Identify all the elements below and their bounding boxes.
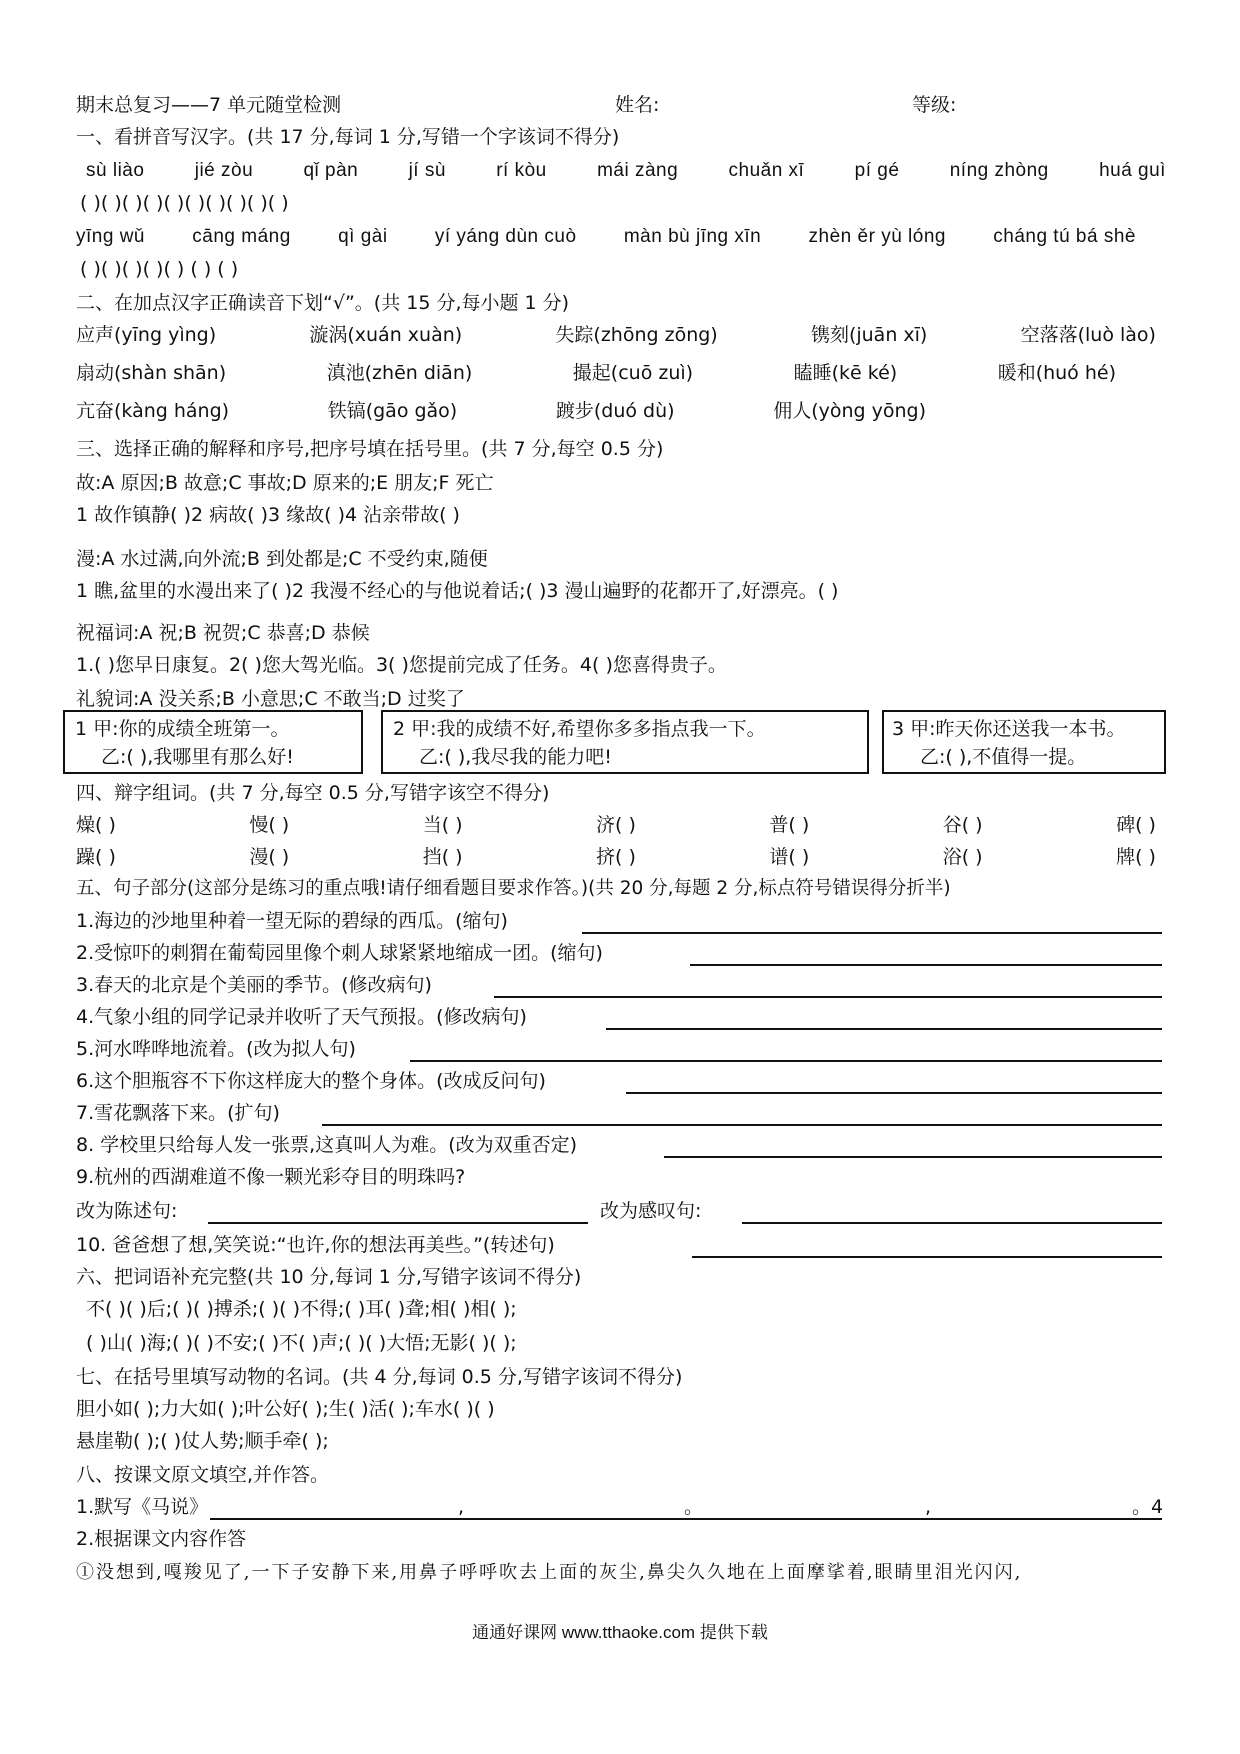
section-4-heading: 四、辩字组词。(共 7 分,每空 0.5 分,写错字该空不得分) bbox=[76, 782, 550, 804]
animal-row-1[interactable]: 胆小如( );力大如( );叶公好( );生( )活( );车水( )( ) bbox=[76, 1398, 495, 1420]
word-item[interactable]: 燥( ) bbox=[76, 814, 116, 836]
word-item[interactable]: 谱( ) bbox=[769, 846, 810, 868]
answer-line-9b[interactable] bbox=[742, 1200, 1162, 1224]
word-item[interactable]: 济( ) bbox=[596, 814, 636, 836]
footer-credit: 通通好课网 www.tthaoke.com 提供下载 bbox=[472, 1623, 768, 1642]
reading-item[interactable]: 瞌睡(kē ké) bbox=[793, 362, 898, 384]
dialog-3-line-b[interactable]: 乙:( ),不值得一提。 bbox=[920, 746, 1087, 768]
section-7-heading: 七、在括号里填写动物的名词。(共 4 分,每词 0.5 分,写错字该词不得分) bbox=[76, 1366, 683, 1388]
word-item[interactable]: 牌( ) bbox=[1116, 846, 1156, 868]
animal-row-2[interactable]: 悬崖勒( );( )仗人势;顺手牵( ); bbox=[76, 1430, 329, 1452]
recite-prompt: 1.默写《马说》 bbox=[76, 1496, 209, 1518]
answer-line-2[interactable] bbox=[690, 942, 1162, 966]
li-definitions: 礼貌词:A 没关系;B 小意思;C 不敢当;D 过奖了 bbox=[76, 688, 465, 710]
zhu-questions[interactable]: 1.( )您早日康复。2( )您大驾光临。3( )您提前完成了任务。4( )您喜得贵子。 bbox=[76, 654, 727, 676]
passage-text: ①没想到,嘎羧见了,一下子安静下来,用鼻子呼呼吹去上面的灰尘,鼻尖久久地在上面摩挲着,眼睛里泪光闪闪, bbox=[76, 1562, 1023, 1583]
grade-label: 等级: bbox=[912, 94, 957, 116]
pinyin-row-2 bbox=[76, 224, 1136, 252]
answer-line-5[interactable] bbox=[410, 1038, 1162, 1062]
answer-line-10[interactable] bbox=[692, 1234, 1162, 1258]
pinyin-item: zhèn ěr yù lóng bbox=[808, 226, 946, 247]
word-item[interactable]: 慢( ) bbox=[249, 814, 290, 836]
pinyin-item: sù liào bbox=[86, 160, 145, 181]
section-5-heading: 五、句子部分(这部分是练习的重点哦!请仔细看题目要求作答。)(共 20 分,每题 2 分,标点符号错误得分折半) bbox=[76, 878, 951, 899]
reading-row-3 bbox=[76, 398, 926, 426]
idiom-row-1[interactable]: 不( )( )后;( )( )搏杀;( )( )不得;( )耳( )聋;相( )相( ); bbox=[86, 1298, 517, 1320]
word-row-1 bbox=[76, 812, 1156, 840]
reading-item[interactable]: 佣人(yòng yōng) bbox=[773, 400, 926, 422]
reading-item[interactable]: 扇动(shàn shān) bbox=[76, 362, 227, 384]
reading-row-2 bbox=[76, 360, 1116, 388]
gu-questions[interactable]: 1 故作镇静( )2 病故( )3 缘故( )4 沾亲带故( ) bbox=[76, 504, 460, 526]
pinyin-item: yīng wǔ bbox=[76, 226, 145, 247]
dialog-1-line-b[interactable]: 乙:( ),我哪里有那么好! bbox=[101, 746, 294, 768]
dialog-box-2 bbox=[381, 710, 869, 774]
pinyin-item: níng zhòng bbox=[949, 160, 1049, 181]
reading-item[interactable]: 漩涡(xuán xuàn) bbox=[309, 324, 463, 346]
recite-mark: , bbox=[458, 1496, 465, 1518]
recite-mark: , bbox=[925, 1496, 932, 1518]
man-definitions: 漫:A 水过满,向外流;B 到处都是;C 不受约束,随便 bbox=[76, 548, 488, 570]
reading-item[interactable]: 暖和(huó hé) bbox=[997, 362, 1116, 384]
word-item[interactable]: 浴( ) bbox=[942, 846, 983, 868]
section-8-heading: 八、按课文原文填空,并作答。 bbox=[76, 1464, 330, 1486]
pinyin-item: màn bù jīng xīn bbox=[623, 226, 762, 247]
reading-item[interactable]: 失踪(zhōng zōng) bbox=[555, 324, 718, 346]
pinyin-item: qǐ pàn bbox=[303, 160, 359, 181]
reading-item[interactable]: 撮起(cuō zuì) bbox=[572, 362, 694, 384]
answer-line-3[interactable] bbox=[494, 974, 1162, 998]
answer-line-7[interactable] bbox=[322, 1102, 1162, 1126]
reading-item[interactable]: 铁镐(gāo gǎo) bbox=[327, 400, 458, 422]
pinyin-item: cháng tú bá shè bbox=[993, 226, 1136, 247]
answer-line-6[interactable] bbox=[626, 1070, 1162, 1094]
pinyin-item: jí sù bbox=[408, 160, 446, 181]
reading-row-1 bbox=[76, 322, 1156, 350]
pinyin-item: jié zòu bbox=[194, 160, 254, 181]
word-item[interactable]: 挡( ) bbox=[422, 846, 463, 868]
answer-line-1[interactable] bbox=[582, 910, 1162, 934]
sentence-item-8: 8. 学校里只给每人发一张票,这真叫人为难。(改为双重否定) bbox=[76, 1134, 578, 1156]
answer-line-8[interactable] bbox=[664, 1134, 1162, 1158]
pinyin-row-1 bbox=[86, 158, 1166, 186]
pinyin-item: rí kòu bbox=[496, 160, 547, 181]
pinyin-item: pí gé bbox=[854, 160, 900, 181]
word-item[interactable]: 当( ) bbox=[422, 814, 463, 836]
man-questions[interactable]: 1 瞧,盆里的水漫出来了( )2 我漫不经心的与他说着话;( )3 漫山遍野的花都开了,好漂亮。( ) bbox=[76, 580, 839, 602]
sentence-item-7: 7.雪花飘落下来。(扩句) bbox=[76, 1102, 280, 1124]
recite-mark: 。4 bbox=[1132, 1496, 1164, 1518]
sentence-item-3: 3.春天的北京是个美丽的季节。(修改病句) bbox=[76, 974, 432, 996]
reading-item[interactable]: 滇池(zhēn diān) bbox=[326, 362, 473, 384]
reading-item[interactable]: 踱步(duó dù) bbox=[555, 400, 675, 422]
pinyin-item: mái zàng bbox=[597, 160, 679, 181]
pinyin-item: qì gài bbox=[338, 226, 388, 247]
section-2-heading: 二、在加点汉字正确读音下划“√”。(共 15 分,每小题 1 分) bbox=[76, 292, 570, 314]
zhu-definitions: 祝福词:A 祝;B 祝贺;C 恭喜;D 恭候 bbox=[76, 622, 370, 644]
answer-line-4[interactable] bbox=[606, 1006, 1162, 1030]
section-1-heading: 一、看拼音写汉字。(共 17 分,每词 1 分,写错一个字该词不得分) bbox=[76, 126, 620, 148]
dialog-3-line-a: 3 甲:昨天你还送我一本书。 bbox=[892, 718, 1126, 740]
word-item[interactable]: 漫( ) bbox=[249, 846, 290, 868]
dialog-2-line-a: 2 甲:我的成绩不好,希望你多多指点我一下。 bbox=[393, 718, 766, 740]
name-label: 姓名: bbox=[615, 94, 660, 116]
reading-item[interactable]: 应声(yīng yìng) bbox=[76, 324, 217, 346]
exclamatory-label: 改为感叹句: bbox=[600, 1200, 702, 1222]
declarative-label: 改为陈述句: bbox=[76, 1200, 178, 1222]
word-item[interactable]: 挤( ) bbox=[596, 846, 636, 868]
answer-prompt: 2.根据课文内容作答 bbox=[76, 1528, 247, 1550]
dialog-box-1 bbox=[63, 710, 363, 774]
reading-item[interactable]: 亢奋(kàng háng) bbox=[76, 400, 230, 422]
sentence-item-9: 9.杭州的西湖难道不像一颗光彩夺目的明珠吗? bbox=[76, 1166, 466, 1188]
answer-parens-row-2[interactable]: ( )( )( )( )( ) ( ) ( ) bbox=[80, 258, 239, 280]
sentence-item-2: 2.受惊吓的刺猬在葡萄园里像个刺人球紧紧地缩成一团。(缩句) bbox=[76, 942, 603, 964]
word-item[interactable]: 碑( ) bbox=[1116, 814, 1156, 836]
sentence-item-10: 10. 爸爸想了想,笑笑说:“也许,你的想法再美些。”(转述句) bbox=[76, 1234, 555, 1256]
word-item[interactable]: 谷( ) bbox=[942, 814, 983, 836]
pinyin-item: huá guì bbox=[1099, 160, 1166, 181]
idiom-row-2[interactable]: ( )山( )海;( )( )不安;( )不( )声;( )( )大悟;无影( )( ); bbox=[86, 1332, 517, 1354]
sentence-item-6: 6.这个胆瓶容不下你这样庞大的整个身体。(改成反问句) bbox=[76, 1070, 546, 1092]
word-item[interactable]: 普( ) bbox=[769, 814, 810, 836]
pinyin-item: yí yáng dùn cuò bbox=[434, 226, 577, 247]
section-6-heading: 六、把词语补充完整(共 10 分,每词 1 分,写错字该词不得分) bbox=[76, 1266, 582, 1288]
sentence-item-4: 4.气象小组的同学记录并收听了天气预报。(修改病句) bbox=[76, 1006, 527, 1028]
answer-line-9a[interactable] bbox=[208, 1200, 588, 1224]
recite-mark: 。 bbox=[684, 1496, 704, 1518]
pinyin-item: chuǎn xī bbox=[728, 160, 805, 181]
word-item[interactable]: 躁( ) bbox=[76, 846, 116, 868]
sentence-item-1: 1.海边的沙地里种着一望无际的碧绿的西瓜。(缩句) bbox=[76, 910, 508, 932]
reading-item[interactable]: 空落落(luò lào) bbox=[1020, 324, 1156, 346]
answer-parens-row-1[interactable]: ( )( )( )( )( )( )( )( )( )( ) bbox=[80, 192, 289, 214]
section-3-heading: 三、选择正确的解释和序号,把序号填在括号里。(共 7 分,每空 0.5 分) bbox=[76, 438, 664, 460]
gu-definitions: 故:A 原因;B 故意;C 事故;D 原来的;E 朋友;F 死亡 bbox=[76, 472, 494, 494]
reading-item[interactable]: 镌刻(juān xī) bbox=[810, 324, 928, 346]
dialog-2-line-b[interactable]: 乙:( ),我尽我的能力吧! bbox=[419, 746, 612, 768]
sentence-item-5: 5.河水哗哗地流着。(改为拟人句) bbox=[76, 1038, 356, 1060]
dialog-box-3 bbox=[882, 710, 1166, 774]
word-row-2 bbox=[76, 844, 1156, 872]
header-title: 期末总复习——7 单元随堂检测 bbox=[76, 94, 342, 116]
dialog-1-line-a: 1 甲:你的成绩全班第一。 bbox=[75, 718, 290, 740]
pinyin-item: cāng máng bbox=[192, 226, 291, 247]
